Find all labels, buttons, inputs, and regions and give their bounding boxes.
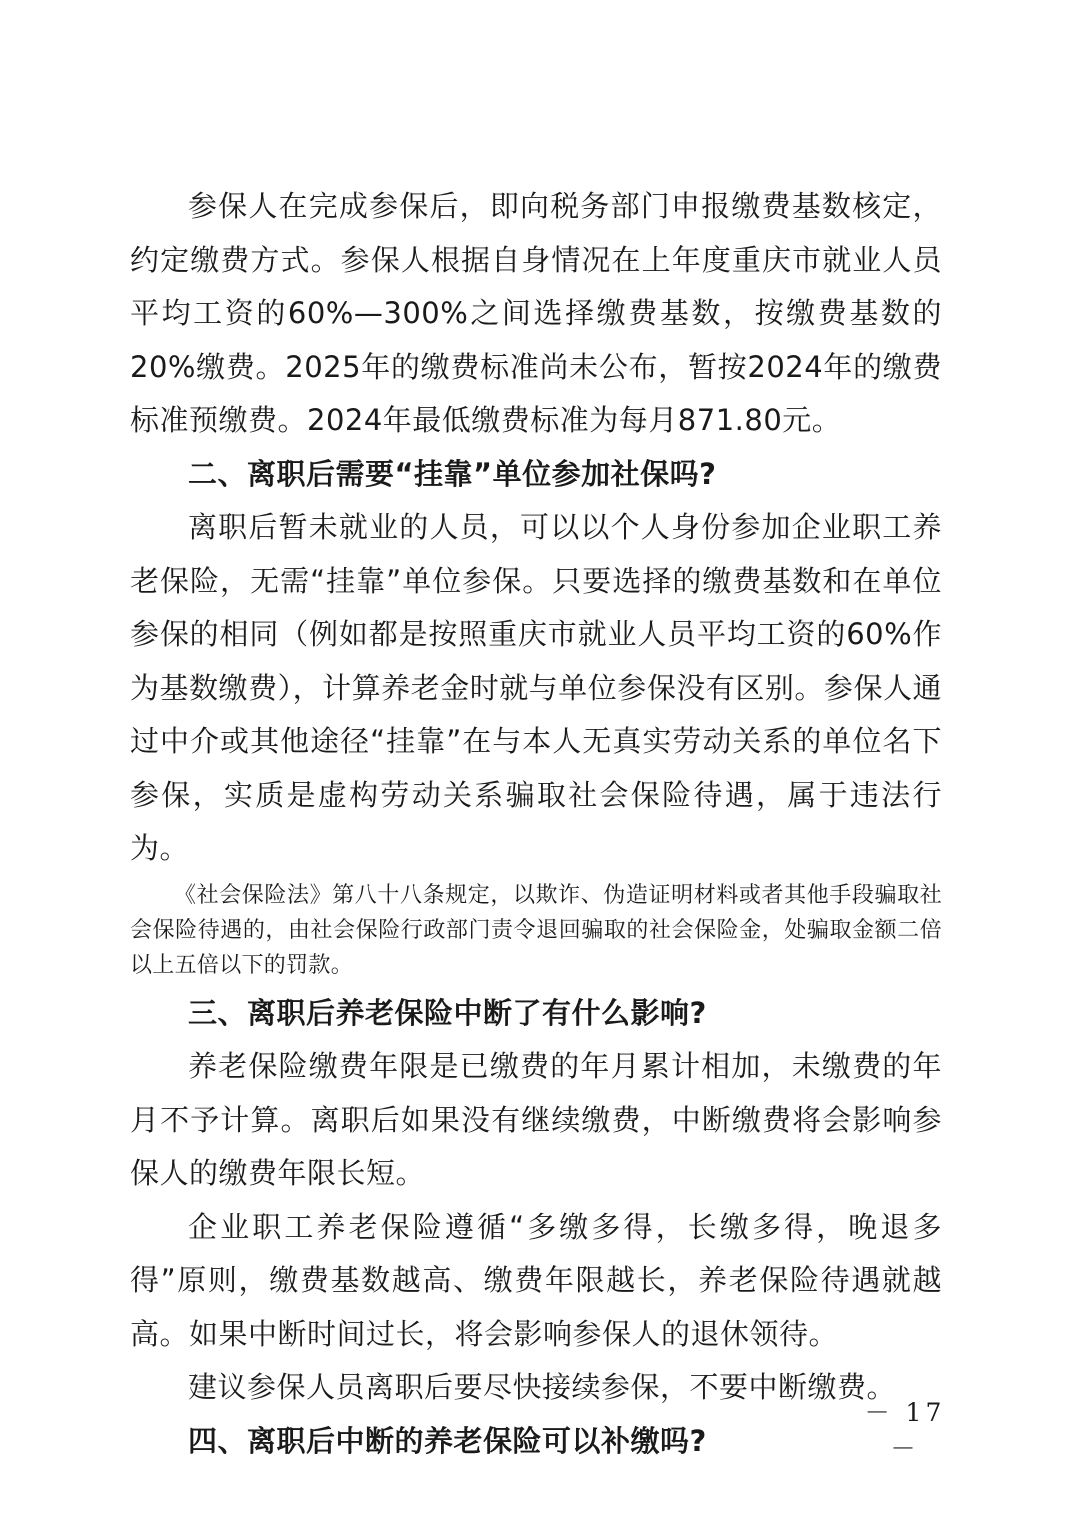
heading-section-3: 三、离职后养老保险中断了有什么影响? <box>188 995 707 1030</box>
heading-section-2: 二、离职后需要“挂靠”单位参加社保吗? <box>188 456 717 491</box>
document-body <box>130 180 942 1468</box>
paragraph-section-3-a: 养老保险缴费年限是已缴费的年月累计相加，未缴费的年月不予计算。离职后如果没有继续缴费，中断缴费将会影响参保人的缴费年限长短。 <box>130 1049 942 1190</box>
law-quote: 《社会保险法》第八十八条规定，以欺诈、伪造证明材料或者其他手段骗取社会保险待遇的，由社会保险行政部门责令退回骗取的社会保险金，处骗取金额二倍以上五倍以下的罚款。 <box>130 882 942 978</box>
paragraph-section-3-b: 企业职工养老保险遵循“多缴多得，长缴多得，晚退多得”原则，缴费基数越高、缴费年限越长，养老保险待遇就越高。如果中断时间过长，将会影响参保人的退休领待。 <box>130 1209 942 1351</box>
page-number: － 17 － <box>864 1398 946 1463</box>
paragraph-section-3-c: 建议参保人员离职后要尽快接续参保，不要中断缴费。 <box>188 1370 897 1404</box>
paragraph-contribution-base: 参保人在完成参保后，即向税务部门申报缴费基数核定，约定缴费方式。参保人根据自身情况在上年度重庆市就业人员平均工资的60%—300%之间选择缴费基数，按缴费基数的20%缴费。2025年的缴费标准尚未公布，暂按2024年的缴费标准预缴费。2024年最低缴费标准为每月871.80元。 <box>130 189 942 437</box>
paragraph-section-2: 离职后暂未就业的人员，可以以个人身份参加企业职工养老保险，无需“挂靠”单位参保。只要选择的缴费基数和在单位参保的相同（例如都是按照重庆市就业人员平均工资的60%作为基数缴费），计算养老金时就与单位参保没有区别。参保人通过中介或其他途径“挂靠”在与本人无真实劳动关系的单位名下参保，实质是虚构劳动关系骗取社会保险待遇，属于违法行为。 <box>130 510 942 865</box>
heading-section-4: 四、离职后中断的养老保险可以补缴吗? <box>188 1423 707 1458</box>
